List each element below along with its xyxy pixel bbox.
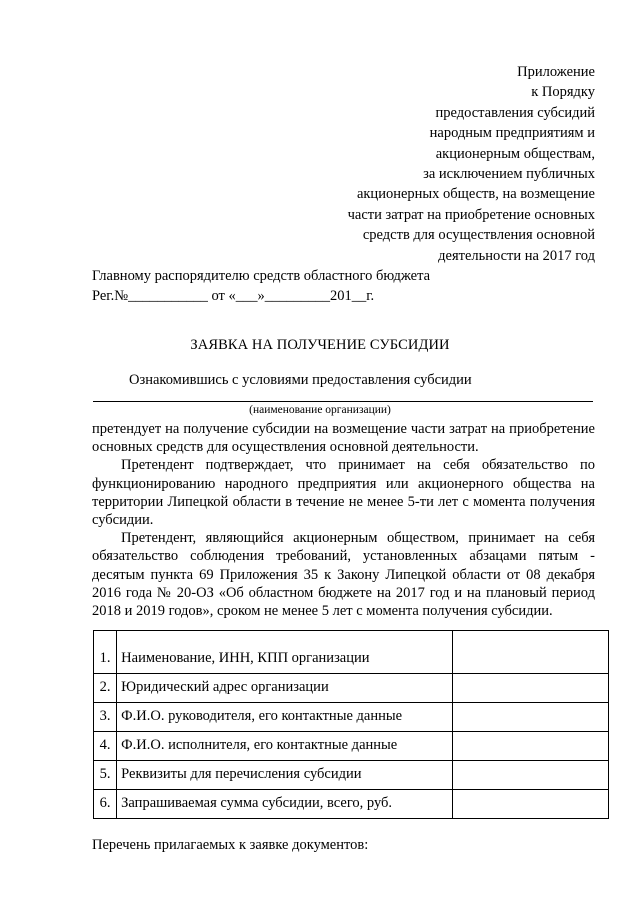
row-number: 2. <box>94 674 117 703</box>
attached-documents-heading: Перечень прилагаемых к заявке документов: <box>92 837 369 853</box>
intro-text: Ознакомившись с условиями предоставления субсидии <box>129 372 472 388</box>
paragraph: претендует на получение субсидии на возмещение части затрат на приобретение основных средств для осуществления основной деятельности. <box>92 421 595 456</box>
appendix-line: части затрат на приобретение основных <box>347 206 595 223</box>
row-value-cell[interactable] <box>452 732 608 761</box>
appendix-line: Приложение <box>517 64 595 80</box>
row-value-cell[interactable] <box>452 674 608 703</box>
appendix-header <box>348 62 595 266</box>
row-label: Ф.И.О. исполнителя, его контактные данные <box>117 732 453 761</box>
organization-name-caption: (наименование организации) <box>249 404 391 416</box>
appendix-line: к Порядку <box>531 84 595 101</box>
table-row <box>94 703 609 732</box>
appendix-line: деятельности на 2017 год <box>438 247 595 264</box>
row-value-cell[interactable] <box>452 761 608 790</box>
row-number: 3. <box>94 703 117 732</box>
table-row <box>94 732 609 761</box>
application-body <box>92 420 595 620</box>
paragraph: Претендент подтверждает, что принимает на себя обязательство по функционированию народного предприятия или акционерного общества на территории Липецкой области в течение не менее 5-ти лет с момента получения субсидии. <box>92 457 595 529</box>
organization-name-line <box>93 401 593 402</box>
row-label: Реквизиты для перечисления субсидии <box>117 761 453 790</box>
table-row <box>94 631 609 674</box>
appendix-line: акционерных обществ, на возмещение <box>356 186 595 203</box>
row-label: Юридический адрес организации <box>117 674 453 703</box>
row-label: Наименование, ИНН, КПП организации <box>117 631 453 674</box>
paragraph: Претендент, являющийся акционерным обществом, принимает на себя обязательство соблюдения требований, установленных абзацами пятым - десятым пункта 69 Приложения 35 к Закону Липецкой области от 08 декабря 2016 года № 20-ОЗ «Об областном бюджете на 2017 год и на плановый период 2018 и 2019 годов», сроком не менее 5 лет с момента получения субсидии. <box>92 530 595 620</box>
row-number: 5. <box>94 761 117 790</box>
row-label: Ф.И.О. руководителя, его контактные данные <box>117 703 453 732</box>
row-number: 1. <box>94 631 117 674</box>
addressee-block <box>92 266 430 306</box>
row-value-cell[interactable] <box>452 703 608 732</box>
table-row <box>94 761 609 790</box>
row-value-cell[interactable] <box>452 790 608 819</box>
appendix-line: акционерным обществам, <box>435 145 595 162</box>
appendix-line: народным предприятиям и <box>429 125 595 142</box>
addressee-line: Главному распорядителю средств областного бюджета <box>92 268 431 284</box>
table-row <box>94 790 609 819</box>
document-title: ЗАЯВКА НА ПОЛУЧЕНИЕ СУБСИДИИ <box>190 337 450 353</box>
appendix-line: средств для осуществления основной <box>362 227 595 244</box>
row-value-cell[interactable] <box>452 631 608 674</box>
appendix-line: за исключением публичных <box>423 166 595 183</box>
registration-line: Рег.№___________ от «___»_________201__г. <box>92 288 375 304</box>
row-label: Запрашиваемая сумма субсидии, всего, руб. <box>117 790 453 819</box>
requisites-table <box>93 630 609 819</box>
row-number: 6. <box>94 790 117 819</box>
table-row <box>94 674 609 703</box>
row-number: 4. <box>94 732 117 761</box>
appendix-line: предоставления субсидий <box>435 104 595 121</box>
